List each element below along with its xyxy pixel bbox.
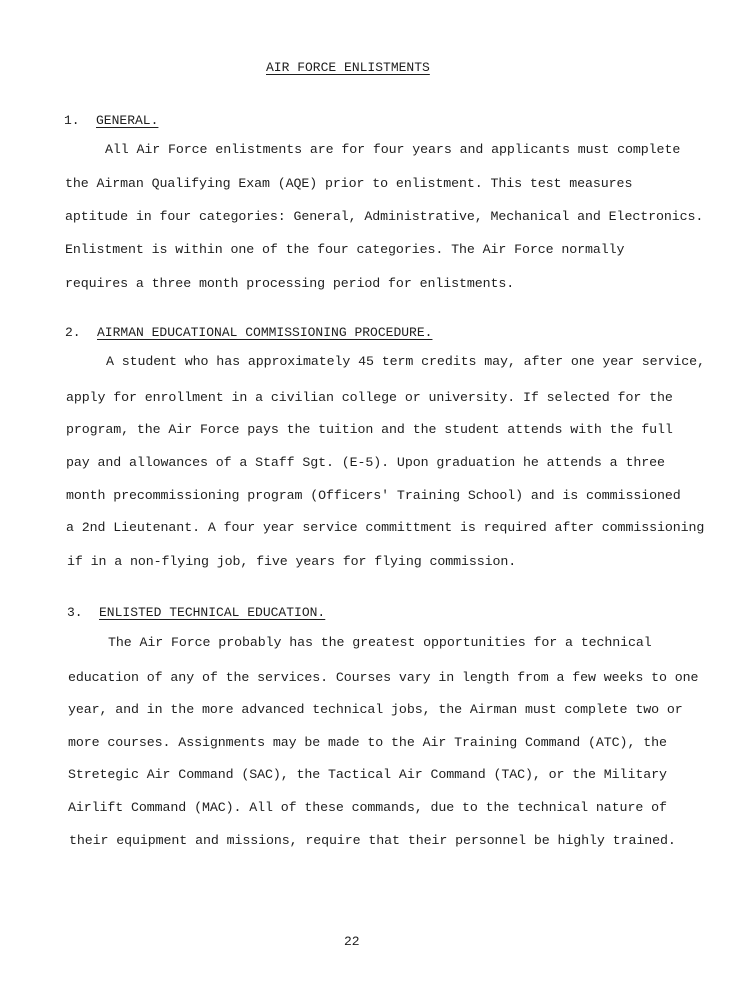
section-heading-technical-education [67, 605, 325, 620]
paragraph-line: The Air Force probably has the greatest opportunities for a technical [108, 635, 652, 650]
section-number: 3. [67, 605, 83, 620]
paragraph-line: All Air Force enlistments are for four years and applicants must complete [105, 142, 681, 157]
paragraph-line: more courses. Assignments may be made to the Air Training Command (ATC), the [68, 735, 667, 750]
section-number: 1. [64, 113, 80, 128]
section-number: 2. [65, 325, 81, 340]
section-title: ENLISTED TECHNICAL EDUCATION. [99, 605, 326, 620]
paragraph-line: Stretegic Air Command (SAC), the Tactical Air Command (TAC), or the Military [68, 767, 667, 782]
paragraph-line: their equipment and missions, require that their personnel be highly trained. [69, 833, 676, 848]
section-title: GENERAL. [96, 113, 159, 128]
paragraph-line: month precommissioning program (Officers' Training School) and is commissioned [66, 488, 681, 503]
page-number: 22 [344, 934, 360, 949]
paragraph-line: requires a three month processing period for enlistments. [65, 276, 515, 291]
paragraph-line: pay and allowances of a Staff Sgt. (E-5). Upon graduation he attends a three [66, 455, 665, 470]
page-title: AIR FORCE ENLISTMENTS [266, 60, 430, 75]
paragraph-line: if in a non-flying job, five years for flying commission. [67, 554, 517, 569]
paragraph-line: Airlift Command (MAC). All of these commands, due to the technical nature of [68, 800, 667, 815]
paragraph-line: year, and in the more advanced technical jobs, the Airman must complete two or [68, 702, 683, 717]
paragraph-line: program, the Air Force pays the tuition and the student attends with the full [66, 422, 673, 437]
paragraph-line: a 2nd Lieutenant. A four year service committment is required after commissioning [66, 520, 705, 535]
paragraph-line: the Airman Qualifying Exam (AQE) prior to enlistment. This test measures [65, 176, 633, 191]
paragraph-line: aptitude in four categories: General, Administrative, Mechanical and Electronics. [65, 209, 704, 224]
section-heading-commissioning [65, 325, 432, 340]
paragraph-line: education of any of the services. Courses vary in length from a few weeks to one [68, 670, 699, 685]
paragraph-line: A student who has approximately 45 term credits may, after one year service, [106, 354, 705, 369]
section-title: AIRMAN EDUCATIONAL COMMISSIONING PROCEDURE. [97, 325, 433, 340]
section-heading-general [64, 113, 158, 128]
paragraph-line: Enlistment is within one of the four categories. The Air Force normally [65, 242, 625, 257]
paragraph-line: apply for enrollment in a civilian college or university. If selected for the [66, 390, 673, 405]
